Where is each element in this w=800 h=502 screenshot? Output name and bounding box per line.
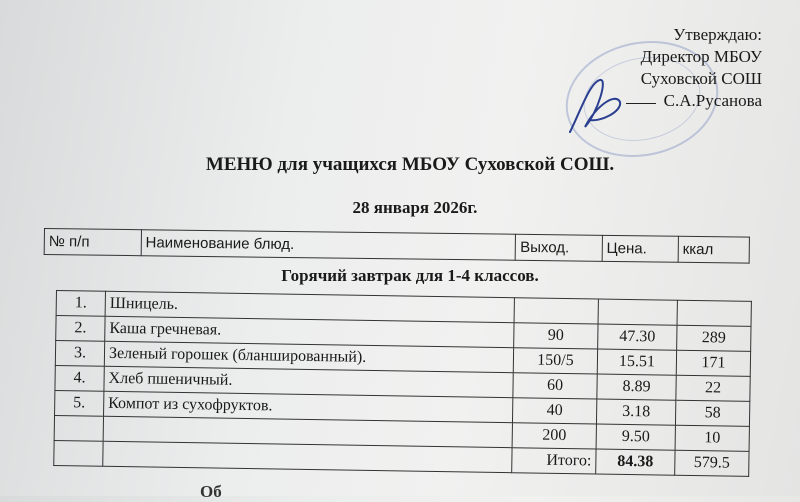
header-kcal: ккал: [678, 236, 749, 263]
section-title: Горячий завтрак для 1-4 классов.: [281, 266, 539, 285]
row-output: 40: [512, 398, 596, 424]
menu-table-header: [44, 228, 750, 264]
signature-line: [626, 103, 656, 104]
row-kcal: [677, 300, 751, 326]
footer-fragment: Об: [200, 482, 222, 501]
signature: [560, 72, 630, 142]
row-num: [54, 415, 103, 441]
row-output: 90: [514, 323, 598, 349]
header-price: Цена.: [602, 235, 678, 262]
page-title: МЕНЮ для учащихся МБОУ Суховской СОШ.: [205, 154, 615, 175]
row-price: [598, 299, 677, 325]
school-name: Суховской СОШ: [640, 69, 762, 88]
total-empty-num: [54, 440, 103, 466]
row-output: [514, 298, 598, 324]
header-row: [44, 229, 749, 264]
row-name: Хлеб пшеничный.: [104, 366, 513, 397]
row-kcal: 58: [675, 400, 749, 426]
header-name: Наименование блюд.: [141, 230, 516, 261]
row-price: 3.18: [596, 399, 675, 425]
signer-line: [626, 90, 762, 112]
row-output: 150/5: [513, 348, 597, 374]
total-label: Итого:: [512, 448, 596, 474]
row-name: Компот из сухофруктов.: [104, 391, 513, 422]
total-empty-name: [103, 441, 512, 472]
row-num: 3.: [55, 341, 104, 367]
menu-table: [53, 290, 752, 477]
row-kcal: 289: [677, 325, 751, 351]
row-output: 200: [512, 423, 596, 449]
signer-name: С.А.Русанова: [663, 91, 762, 110]
row-price: 9.50: [596, 424, 675, 450]
row-price: 8.89: [597, 374, 676, 400]
row-num: 2.: [56, 316, 105, 342]
row-name: Шницель.: [105, 291, 514, 322]
row-output: 60: [513, 373, 597, 399]
row-num: 1.: [56, 291, 105, 317]
total-price: 84.38: [596, 449, 675, 475]
row-num: 5.: [55, 390, 104, 416]
total-kcal: 579.5: [675, 450, 749, 476]
row-num: 4.: [55, 365, 104, 391]
approval-block: [626, 24, 762, 112]
row-price: 15.51: [597, 349, 676, 375]
menu-date: 28 января 2026г.: [352, 198, 478, 217]
row-kcal: 171: [676, 350, 750, 376]
row-name: Каша гречневая.: [105, 316, 514, 347]
approve-label: Утверждаю:: [673, 25, 762, 44]
director-position: Директор МБОУ: [640, 47, 762, 66]
row-price: 47.30: [598, 324, 677, 350]
row-name: Зеленый горошек (бланшированный).: [104, 341, 513, 372]
header-num: № п/п: [44, 229, 141, 256]
row-kcal: 10: [675, 425, 749, 451]
header-output: Выход.: [516, 234, 603, 261]
row-kcal: 22: [676, 375, 750, 401]
